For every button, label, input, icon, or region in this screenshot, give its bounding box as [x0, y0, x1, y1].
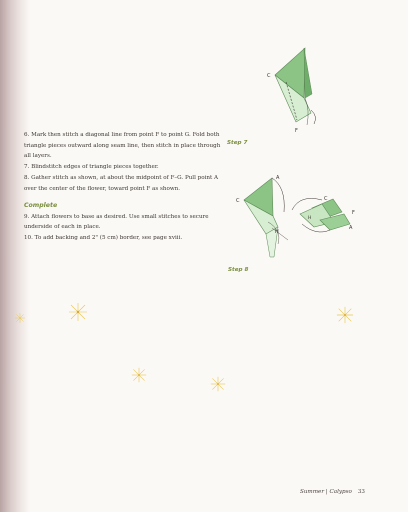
page-number: 33	[357, 489, 365, 495]
instructions-block	[24, 130, 224, 244]
step8-point-c-right: C	[324, 196, 328, 202]
instruction-step-8: 8. Gather stitch as shown, at about the midpoint of F–G. Pull point A over the center of the flower, toward point F as shown.	[24, 175, 219, 192]
step-8-label: Step 8	[228, 267, 249, 273]
step-8-diagram	[230, 172, 370, 267]
step-7-label: Step 7	[227, 140, 248, 146]
footer-section-title: Summer | Calypso	[300, 489, 352, 495]
step8-point-h-right: H	[308, 216, 312, 221]
sparkle-icon	[131, 367, 147, 383]
step8-gather-curve	[272, 178, 284, 212]
instruction-step-9: 9. Attach flowers to base as desired. Use small stitches to secure underside of each in place.	[24, 213, 209, 231]
step7-needle-path	[311, 110, 315, 124]
step8-point-h-left: H	[275, 229, 279, 235]
sparkle-icon	[14, 312, 26, 324]
instruction-step-10: 10. To add backing and 2" (5 cm) border, see page xviii.	[24, 235, 183, 242]
step8-point-c-left: C	[236, 198, 240, 204]
step8-point-a-left: A	[276, 175, 280, 181]
complete-heading: Complete	[24, 201, 58, 209]
step7-point-f: F	[295, 128, 298, 134]
sparkle-icon	[336, 306, 354, 324]
step8-point-f-right: F	[352, 210, 355, 216]
page-spine-shadow	[0, 0, 30, 512]
step8-point-a-right: A	[349, 225, 353, 231]
step-7-diagram	[255, 40, 335, 145]
instruction-step-6: 6. Mark then stitch a diagonal line from point F to point G. Fold both triangle pieces outward along seam line, then stitch in place through all layers.	[24, 132, 221, 160]
sparkle-icon	[210, 376, 226, 392]
step7-fold-edge	[304, 48, 312, 98]
page-footer	[300, 489, 365, 495]
step7-point-c: C	[267, 73, 271, 79]
sparkle-icon	[68, 302, 88, 322]
instruction-step-7: 7. Blindstitch edges of triangle pieces together.	[24, 164, 159, 171]
